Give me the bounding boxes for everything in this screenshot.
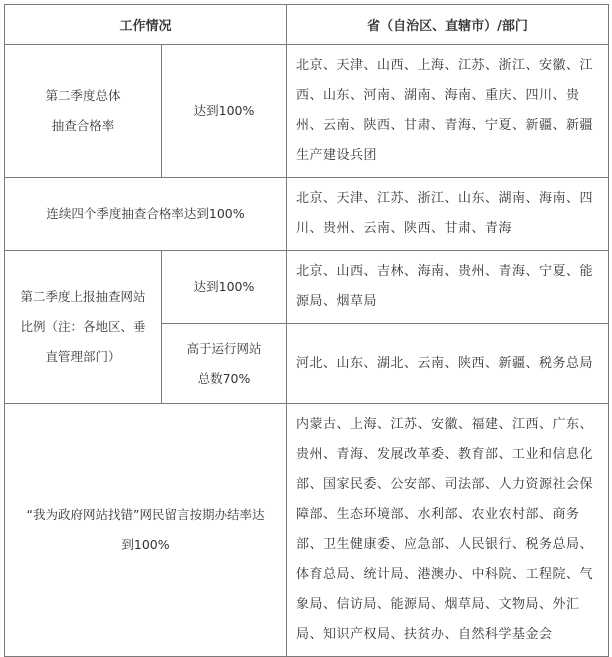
row-sub-label-line: 总数70% — [197, 370, 251, 386]
row-value-list: 北京、天津、山西、上海、江苏、浙江、安徽、江西、山东、河南、湖南、海南、重庆、四川、贵州、云南、陕西、甘肃、青海、宁夏、新疆、新疆生产建设兵团 — [287, 45, 609, 178]
work-status-table — [4, 4, 609, 657]
row-label: 连续四个季度抽查合格率达到100% — [5, 178, 287, 251]
row-label-line: 到100% — [121, 537, 170, 552]
header-work-status: 工作情况 — [5, 5, 287, 45]
row-value-list: 河北、山东、湖北、云南、陕西、新疆、税务总局 — [287, 324, 609, 404]
row-value-list: 北京、天津、江苏、浙江、山东、湖南、海南、四川、贵州、云南、陕西、甘肃、青海 — [287, 178, 609, 251]
row-label-line: “我为政府网站找错”网民留言按期办结率达 — [26, 507, 265, 522]
row-label-line: 第二季度总体 — [45, 88, 121, 103]
row-label — [5, 45, 162, 178]
row-label — [5, 404, 287, 657]
row-sub-label: 达到100% — [162, 45, 287, 178]
row-label-line: 抽查合格率 — [51, 118, 115, 133]
row-sub-label: 达到100% — [162, 251, 287, 324]
row-label-line: 直管理部门） — [45, 349, 121, 364]
header-row — [5, 5, 609, 45]
table-row — [5, 251, 609, 324]
row-label-line: 比例（注：各地区、垂 — [20, 319, 146, 334]
row-sub-label-line: 高于运行网站 — [186, 340, 262, 356]
row-sub-label — [162, 324, 287, 404]
row-value-list: 内蒙古、上海、江苏、安徽、福建、江西、广东、贵州、青海、发展改革委、教育部、工业和信息化部、国家民委、公安部、司法部、人力资源社会保障部、生态环境部、水利部、农业农村部、商务部、卫生健康委、应急部、人民银行、税务总局、体育总局、统计局、港澳办、中科院、工程院、气象局、信访局、能源局、烟草局、文物局、外汇局、知识产权局、扶贫办、自然科学基金会 — [287, 404, 609, 657]
row-value-list: 北京、山西、吉林、海南、贵州、青海、宁夏、能源局、烟草局 — [287, 251, 609, 324]
table-row — [5, 45, 609, 178]
header-province-department: 省（自治区、直辖市）/部门 — [287, 5, 609, 45]
row-label — [5, 251, 162, 404]
table-row — [5, 404, 609, 657]
table-row — [5, 178, 609, 251]
row-label-line: 第二季度上报抽查网站 — [20, 289, 146, 304]
